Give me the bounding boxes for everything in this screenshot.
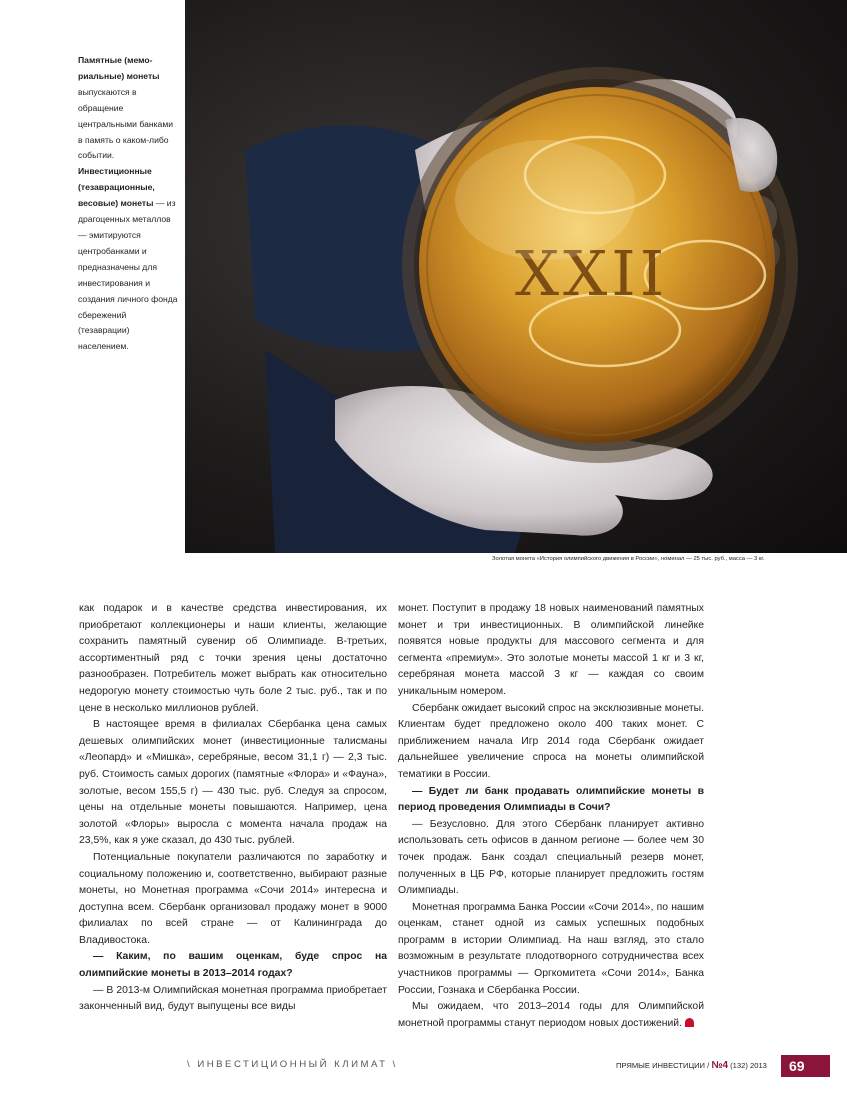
section-label: \ ИНВЕСТИЦИОННЫЙ КЛИМАТ \ (187, 1059, 398, 1070)
sidebar-def-investment: — из драгоценных металлов — эмитируются центробанками и предназначены для инвестирования и создания личного фонда сбережений (тезаврации) населением. (78, 198, 178, 352)
paragraph: как подарок и в качестве средства инвестирования, их приобретают коллекционеры и наши клиенты, желающие сохранить памятный сувенир об Олимпиаде. В-третьих, ассортиментный ряд с точки зрения цены достаточно разнообразен. Потребитель может выбрать как относительно недорогую монету стоимостью чуть боле 2 тыс. руб., так и по цене в несколько миллионов рублей. (79, 603, 387, 714)
issue-details: (132) 2013 (728, 1061, 767, 1070)
interview-question: — Каким, по вашим оценкам, буде спрос на олимпийские монеты в 2013–2014 годах? (79, 951, 387, 980)
paragraph: В настоящее время в филиалах Сбербанка цена самых дешевых олимпийских монет (инвестиционные талисманы «Леопард» и «Мишка», серебряные, весом 31,1 г) — 2,3 тыс. руб. Стоимость самых дорогих (памятные «Флора» и «Фауна», золотые, весом 155,5 г) — 430 тыс. руб. Следуя за спросом, цены на отдельные монеты повышаются. Например, цена золотой «Флоры» выросла с момента начала продаж на 23,5%, как я уже сказал, до 430 тыс. рублей. (79, 719, 387, 847)
article-column-right (398, 601, 704, 1032)
coin-photo (185, 0, 847, 553)
paragraph: Монетная программа Банка России «Сочи 2014», по нашим оценкам, станет одной из самых успешных подобных программ в истории Олимпиад. На наш взгляд, это стало возможным в результате плодотворного сотрудничества всех участников программы — Оргкомитета «Сочи 2014», Банка России, Гознака и Сбербанка России. (398, 901, 704, 996)
coin-photo-illustration (185, 0, 847, 553)
sidebar-term-investment: Инвестиционные (тезаврационные, весовые) монеты (78, 166, 155, 209)
coin-inscription: XXII (515, 237, 669, 310)
sidebar-def-memorial: выпускаются в обращение центральными банками в память о каком-либо событии. (78, 86, 174, 161)
magazine-issue (616, 1060, 767, 1071)
paragraph-last (398, 999, 704, 1032)
paragraph: Потенциальные покупатели различаются по заработку и социальному положению и, соответственно, выбирают разные монеты, но Монетная программа «Сочи 2014» интересна и доступна всем. Сбербанк организовал продажу монет в 9000 филиалах по всей стране — от Калининграда до Владивостока. (79, 851, 387, 946)
paragraph-last-text: Мы ожидаем, что 2013–2014 годы для Олимпийской монетной программы станут периодом новых достижений. (398, 1001, 704, 1029)
magazine-name: ПРЯМЫЕ ИНВЕСТИЦИИ / (616, 1061, 712, 1070)
sidebar-term-memorial: Памятные (мемо-риальные) монеты (78, 55, 160, 81)
page-number: 69 (781, 1055, 830, 1077)
paragraph: монет. Поступит в продажу 18 новых наименований памятных монет и три инвестиционных. В олимпийской линейке появятся новые продукты для массового сегмента и для сегмента «премиум». Это золотые монеты массой 1 кг и 3 кг, серебряная монета массой 3 кг — каждая со своим уникальным номером. (398, 603, 704, 697)
photo-caption: Золотая монета «История олимпийского движения в России», номинал — 25 тыс. руб., масса — 3 кг. (492, 556, 765, 562)
paragraph: Сбербанк ожидает высокий спрос на эксклюзивные монеты. Клиентам будет предложено около 400 таких монет. С приближением начала Игр 2014 года Сбербанк ожидает дальнейшее увеличение спроса на монеты олимпийской тематики в России. (398, 702, 704, 780)
issue-number: №4 (711, 1060, 729, 1071)
paragraph: — Безусловно. Для этого Сбербанк планирует активно использовать сеть офисов в данном регионе — более чем 30 точек продаж. Банк создал специальный резерв монет, полученных в ЦБ РФ, которые планирует предложить гостям Олимпиады. (398, 818, 704, 897)
paragraph: — В 2013-м Олимпийская монетная программа приобретает законченный вид, будут выпущены все виды (79, 984, 387, 1013)
article-column-left (79, 601, 387, 1016)
end-of-article-icon (685, 1018, 694, 1027)
sidebar-definitions (78, 53, 178, 355)
interview-question: — Будет ли банк продавать олимпийские монеты в период проведения Олимпиады в Сочи? (398, 785, 704, 814)
